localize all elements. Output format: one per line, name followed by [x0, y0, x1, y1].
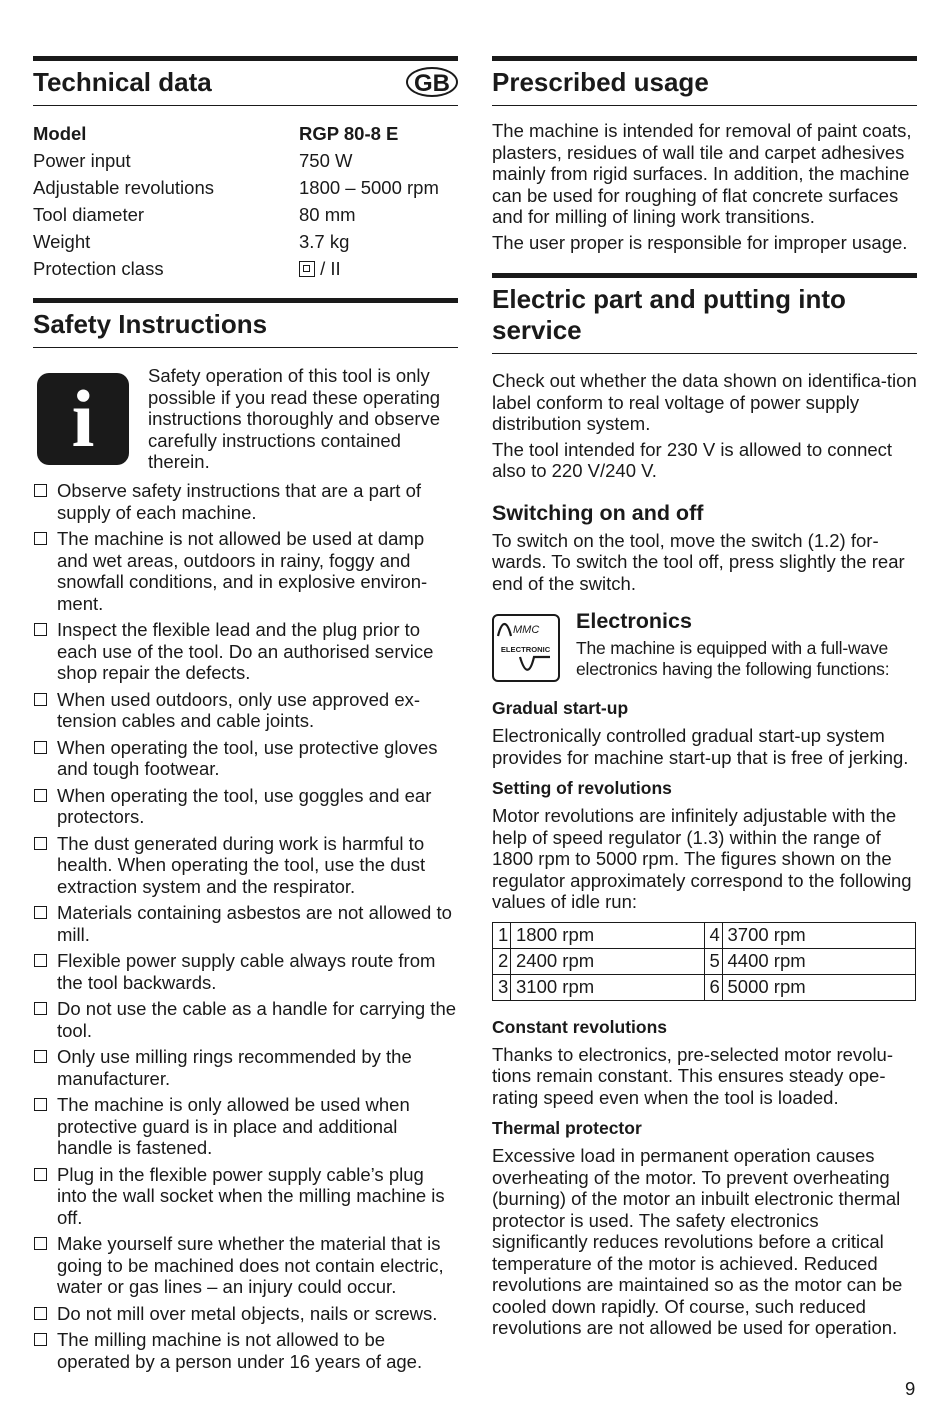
- technical-data-title: Technical data: [33, 67, 212, 97]
- list-item: The machine is not allowed be used at damp and wet areas, outdoors in rainy, foggy and snowfall conditions, and in explosive environ-ment.: [33, 528, 458, 614]
- technical-data-heading: [33, 61, 458, 106]
- electronics-heading: Electronics: [576, 609, 692, 633]
- safety-title: Safety Instructions: [33, 309, 268, 339]
- safety-list: [33, 480, 458, 1372]
- prescribed-usage-title: Prescribed usage: [492, 67, 709, 97]
- checkbox-icon: [34, 789, 47, 802]
- list-item: Observe safety instructions that are a part of supply of each machine.: [33, 480, 458, 523]
- switching-paragraph: To switch on the tool, move the switch (1.2) for-wards. To switch the tool off, press slightly the rear end of the switch.: [492, 529, 905, 594]
- left-column: [33, 56, 458, 1377]
- checkbox-icon: [34, 1050, 47, 1063]
- page-number: 9: [905, 1378, 916, 1399]
- revolutions-table: [492, 922, 916, 1001]
- table-row: Tool diameter 80 mm: [33, 203, 356, 225]
- checkbox-icon: [34, 954, 47, 967]
- electronics-block: [492, 609, 917, 690]
- thermal-paragraph: Excessive load in permanent operation causes overheating of the motor. To prevent overheating (burning) of the motor an inbuilt electronic thermal protector is used. The safety electronics significantly reduces revolutions before a critical temperature of the motor is achieved. Reduced revolutions are maintained so as the motor can be cooled down rapidly. Of course, such reduced revolutions are not allowed be used for operation.: [492, 1145, 903, 1338]
- table-row: Protection class / II: [33, 257, 341, 279]
- list-item: The milling machine is not allowed to be operated by a person under 16 years of age.: [33, 1329, 458, 1372]
- list-item: Do not use the cable as a handle for carrying the tool.: [33, 998, 458, 1041]
- usage-paragraph: The user proper is responsible for improper usage.: [492, 231, 908, 253]
- electric-paragraph: Check out whether the data shown on identifica-tion label conform to real voltage of power supply distribution system.: [492, 370, 917, 434]
- constant-paragraph: Thanks to electronics, pre-selected motor revolu-tions remain constant. This ensures steady ope-rating speed even when the tool is loaded.: [492, 1043, 894, 1108]
- checkbox-icon: [34, 1002, 47, 1015]
- right-column: [492, 56, 917, 1339]
- list-item: Inspect the flexible lead and the plug prior to each use of the tool. Do an authorised service shop repair the defects.: [33, 619, 458, 684]
- language-badge: GB: [406, 67, 458, 97]
- protection-class-icon: [299, 261, 315, 277]
- switching-heading: Switching on and off: [492, 500, 704, 525]
- list-item: The dust generated during work is harmful to health. When operating the tool, use the dust extraction system and the respirator.: [33, 833, 458, 898]
- checkbox-icon: [34, 1168, 47, 1181]
- setting-heading: Setting of revolutions: [492, 778, 672, 798]
- icon-top-text: MMC: [513, 624, 540, 636]
- list-item: Materials containing asbestos are not allowed to mill.: [33, 902, 458, 945]
- gradual-heading: Gradual start-up: [492, 698, 629, 718]
- safety-intro-text: Safety operation of this tool is only possible if you read these operating instructions thoroughly and observe carefully instructions contained therein.: [148, 365, 441, 472]
- gradual-paragraph: Electronically controlled gradual start-up system provides for machine start-up that is free of jerking.: [492, 725, 909, 768]
- list-item: When operating the tool, use goggles and ear protectors.: [33, 785, 458, 828]
- safety-intro: [33, 365, 458, 473]
- constant-heading: Constant revolutions: [492, 1016, 668, 1037]
- table-row: 3 3100 rpm 6 5000 rpm: [493, 974, 916, 1000]
- electric-title: Electric part and putting into service: [492, 284, 846, 345]
- checkbox-icon: [34, 1237, 47, 1250]
- checkbox-icon: [34, 741, 47, 754]
- thermal-heading: Thermal protector: [492, 1118, 642, 1138]
- prescribed-usage-heading: [492, 61, 917, 106]
- list-item: Do not mill over metal objects, nails or screws.: [33, 1303, 458, 1325]
- checkbox-icon: [34, 693, 47, 706]
- electronics-text: [576, 608, 918, 680]
- checkbox-icon: [34, 532, 47, 545]
- table-row: Model RGP 80-8 E: [33, 122, 399, 144]
- checkbox-icon: [34, 1307, 47, 1320]
- info-icon: i: [37, 373, 129, 465]
- electronics-paragraph: The machine is equipped with a full-wave electronics having the following functions:: [576, 638, 890, 679]
- electronic-icon: [492, 614, 560, 682]
- safety-heading: [33, 303, 458, 348]
- checkbox-icon: [34, 623, 47, 636]
- electric-paragraph: The tool intended for 230 V is allowed to connect also to 220 V/240 V.: [492, 438, 893, 481]
- checkbox-icon: [34, 1333, 47, 1346]
- technical-data-table: [33, 120, 439, 282]
- table-row: 2 2400 rpm 5 4400 rpm: [493, 948, 916, 974]
- table-row: Weight 3.7 kg: [33, 230, 350, 252]
- table-row: Power input 750 W: [33, 149, 353, 171]
- checkbox-icon: [34, 484, 47, 497]
- checkbox-icon: [34, 906, 47, 919]
- usage-paragraph: The machine is intended for removal of paint coats, plasters, residues of wall tile and carpet adhesives mainly from rigid surfaces. In addition, the machine can be used for roughing of flat concrete surfaces and for milling of lining work transitions.: [492, 120, 912, 227]
- checkbox-icon: [34, 837, 47, 850]
- electric-heading: [492, 278, 917, 354]
- electronic-waveform-icon: [494, 616, 557, 679]
- list-item: When used outdoors, only use approved ex-tension cables and cable joints.: [33, 689, 458, 732]
- list-item: Only use milling rings recommended by the manufacturer.: [33, 1046, 458, 1089]
- list-item: Plug in the flexible power supply cable’s plug into the wall socket when the milling machine is off.: [33, 1164, 458, 1229]
- list-item: When operating the tool, use protective gloves and tough footwear.: [33, 737, 458, 780]
- table-row: Adjustable revolutions 1800 – 5000 rpm: [33, 176, 439, 198]
- checkbox-icon: [34, 1098, 47, 1111]
- table-row: 1 1800 rpm 4 3700 rpm: [493, 922, 916, 948]
- list-item: Make yourself sure whether the material that is going to be machined does not contain electric, water or gas lines – an injury could occur.: [33, 1233, 458, 1298]
- icon-mid-text: ELECTRONIC: [500, 645, 551, 654]
- list-item: Flexible power supply cable always route from the tool backwards.: [33, 950, 458, 993]
- setting-paragraph: Motor revolutions are infinitely adjustable with the help of speed regulator (1.3) within the range of 1800 rpm to 5000 rpm. The figures shown on the regulator approximately correspond to the following values of idle run:: [492, 805, 912, 912]
- list-item: The machine is only allowed be used when protective guard is in place and additional handle is fastened.: [33, 1094, 458, 1159]
